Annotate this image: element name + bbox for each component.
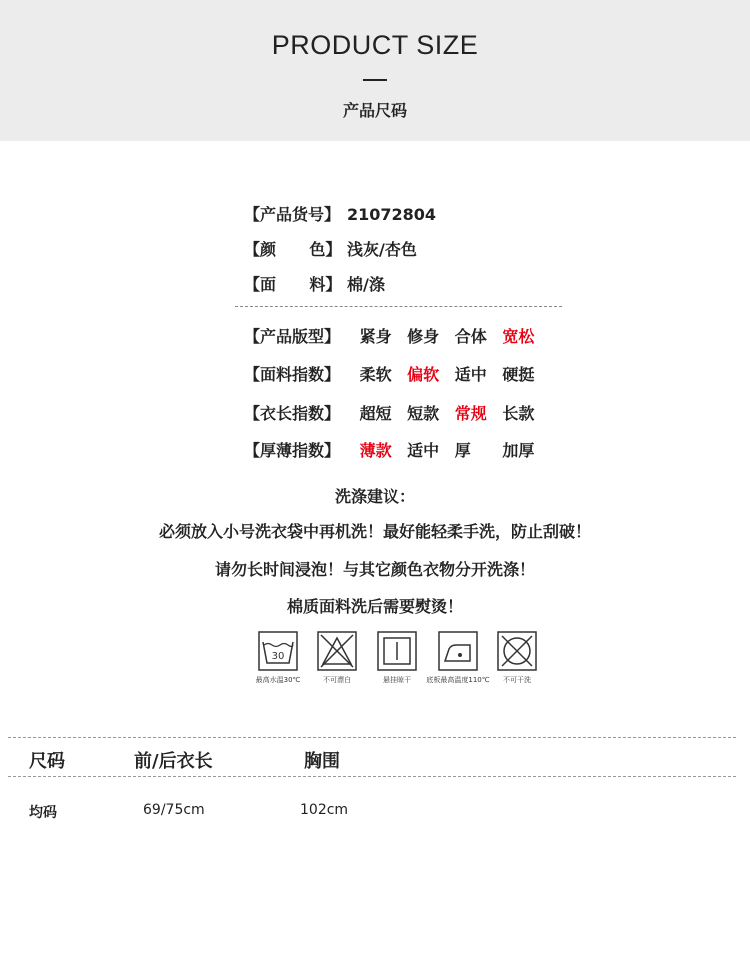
- info-label: 【产品货号】: [244, 205, 341, 224]
- info-row-sku: [244, 202, 436, 225]
- table-header-divider: [8, 776, 736, 777]
- info-label: 【面 料】: [244, 275, 342, 294]
- index-row-fit: [244, 324, 544, 347]
- info-row-fabric: [244, 272, 385, 295]
- wash-line: 请勿长时间浸泡！与其它颜色衣物分开洗涤！: [214, 560, 535, 579]
- index-row-length: [244, 401, 544, 424]
- index-option: 合体: [454, 327, 487, 346]
- index-option: 修身: [407, 327, 440, 346]
- care-label: 不可干洗: [503, 676, 531, 684]
- table-cell: 69/75cm: [143, 802, 205, 818]
- index-option: 柔软: [359, 365, 392, 384]
- index-row-softness: [244, 362, 544, 385]
- page-subtitle: 产品尺码: [342, 101, 407, 120]
- index-option: 加厚: [502, 441, 535, 460]
- wash-title: 洗涤建议：: [334, 487, 415, 506]
- column-header: 胸围: [304, 751, 340, 772]
- table-top-divider: [8, 737, 736, 738]
- index-label: 【衣长指数】: [244, 404, 341, 423]
- wash-temp-label: 30: [271, 651, 285, 662]
- wash-line: 棉质面料洗后需要熨烫！: [286, 597, 463, 616]
- index-option: 紧身: [359, 327, 392, 346]
- index-label: 【厚薄指数】: [244, 441, 341, 460]
- index-option: 常规: [454, 404, 487, 423]
- table-cell: 均码: [29, 805, 57, 821]
- info-label: 【颜 色】: [244, 240, 342, 259]
- care-label: 最高水温30℃: [255, 676, 301, 684]
- column-header: 尺码: [29, 751, 65, 772]
- info-value: 棉/涤: [347, 275, 385, 294]
- care-label: 底板最高温度110℃: [426, 676, 490, 684]
- index-row-thickness: [244, 438, 544, 461]
- index-option: 适中: [454, 365, 487, 384]
- iron-medium-icon: [438, 631, 478, 671]
- wash-line: 必须放入小号洗衣袋中再机洗！最好能轻柔手洗，防止刮破！: [158, 522, 591, 541]
- title-divider: [363, 79, 387, 81]
- index-option: 厚: [454, 441, 471, 460]
- index-option: 长款: [502, 404, 535, 423]
- index-option: 偏软: [407, 365, 440, 384]
- index-option: 硬挺: [502, 365, 535, 384]
- no-bleach-icon: [317, 631, 357, 671]
- hang-dry-icon: [377, 631, 417, 671]
- header-banner: [0, 0, 750, 141]
- index-option: 适中: [407, 441, 440, 460]
- info-value: 21072804: [347, 205, 437, 224]
- table-cell: 102cm: [300, 802, 349, 818]
- column-header: 前/后衣长: [134, 751, 213, 772]
- index-option: 薄款: [359, 441, 392, 460]
- index-label: 【产品版型】: [244, 327, 341, 346]
- index-option: 超短: [359, 404, 392, 423]
- page-title: PRODUCT SIZE: [271, 30, 479, 60]
- info-value: 浅灰/杏色: [347, 240, 417, 259]
- care-label: 悬挂晾干: [383, 676, 411, 684]
- index-label: 【面料指数】: [244, 365, 341, 384]
- divider: [235, 306, 562, 307]
- wash-30-icon: [258, 631, 298, 671]
- no-dry-clean-icon: [497, 631, 537, 671]
- index-option: 宽松: [502, 327, 535, 346]
- care-label: 不可漂白: [323, 676, 351, 684]
- index-option: 短款: [407, 404, 440, 423]
- info-row-color: [244, 237, 417, 260]
